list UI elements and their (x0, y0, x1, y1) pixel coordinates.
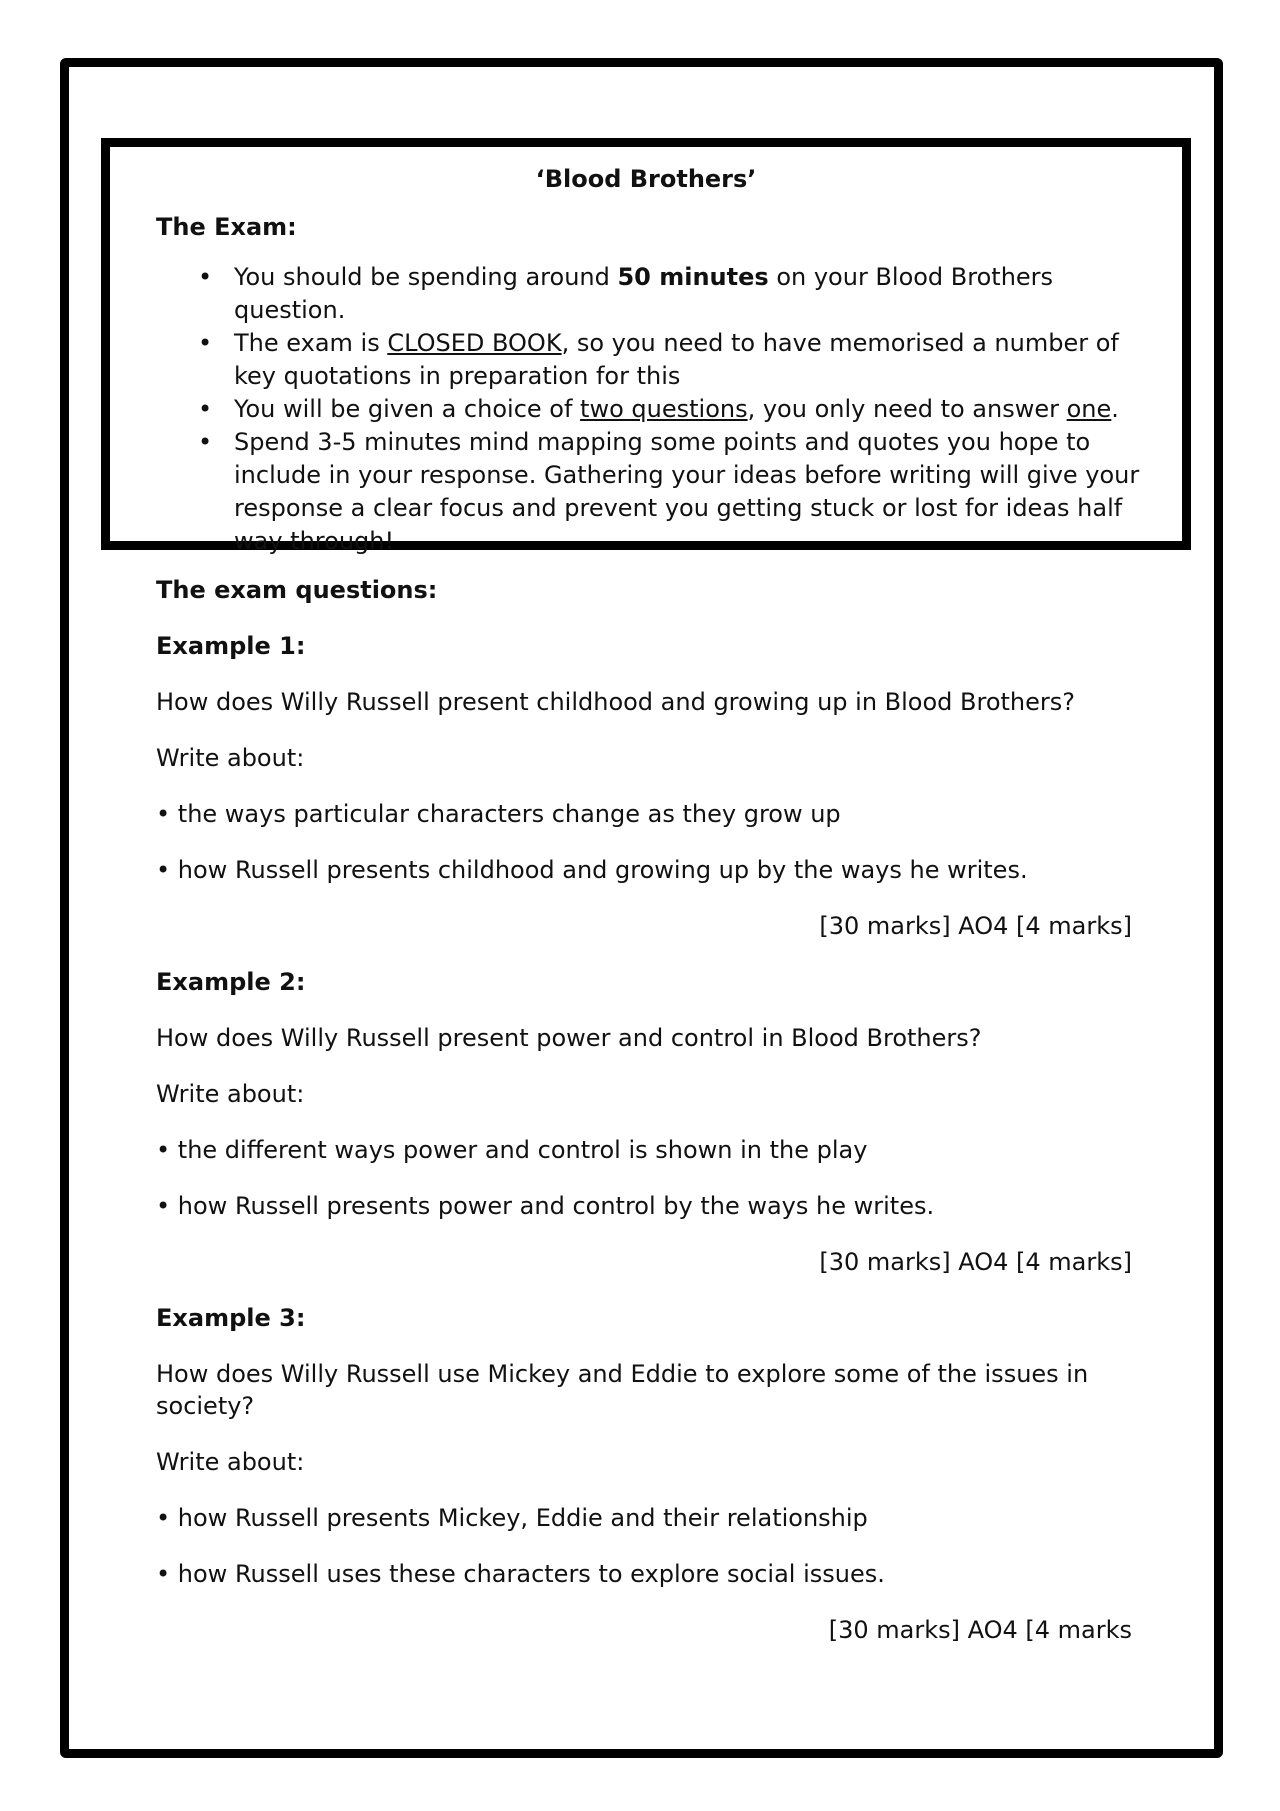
write-about-label: Write about: (156, 1448, 305, 1476)
example-3 (156, 1302, 1132, 1646)
exam-heading: The Exam: (156, 213, 297, 241)
list-item: • The exam is CLOSED BOOK, so you need to have memorised a number of key quotations in preparation for this (156, 327, 1156, 393)
write-about-point: • the different ways power and control is shown in the play (156, 1136, 868, 1164)
write-about-point: • how Russell presents childhood and growing up by the ways he writes. (156, 856, 1028, 884)
example-1 (156, 630, 1132, 942)
two-questions-emphasis: two questions (580, 395, 748, 423)
example-heading: Example 3: (156, 1304, 306, 1332)
time-emphasis: 50 minutes (617, 263, 769, 291)
list-item: • Spend 3-5 minutes mind mapping some points and quotes you hope to include in your response. Gathering your ideas before writing will give your response a clear focus and prevent you getting stuck or lost for ideas half way through! (156, 426, 1156, 558)
marks-label: [30 marks] AO4 [4 marks] (819, 1248, 1132, 1276)
exam-tips-list (156, 261, 1156, 558)
exam-info-box (101, 138, 1191, 555)
closed-book-emphasis: CLOSED BOOK (387, 329, 562, 357)
write-about-point: • how Russell presents power and control by the ways he writes. (156, 1192, 935, 1220)
questions-heading: The exam questions: (156, 576, 438, 604)
question-text: How does Willy Russell present childhood and growing up in Blood Brothers? (156, 688, 1076, 716)
exam-questions-section (156, 574, 1132, 1670)
list-item: • You should be spending around 50 minutes on your Blood Brothers question. (156, 261, 1156, 327)
list-item: • You will be given a choice of two questions, you only need to answer one. (156, 393, 1156, 426)
marks-label: [30 marks] AO4 [4 marks] (819, 912, 1132, 940)
write-about-label: Write about: (156, 1080, 305, 1108)
marks-label: [30 marks] AO4 [4 marks (828, 1616, 1132, 1644)
write-about-label: Write about: (156, 744, 305, 772)
write-about-point: • how Russell presents Mickey, Eddie and their relationship (156, 1504, 868, 1532)
question-text: How does Willy Russell use Mickey and Eddie to explore some of the issues in society? (156, 1360, 1089, 1420)
write-about-point: • the ways particular characters change as they grow up (156, 800, 841, 828)
one-emphasis: one (1066, 395, 1112, 423)
example-heading: Example 1: (156, 632, 306, 660)
example-heading: Example 2: (156, 968, 306, 996)
example-2 (156, 966, 1132, 1278)
document-title: ‘Blood Brothers’ (535, 165, 757, 193)
write-about-point: • how Russell uses these characters to explore social issues. (156, 1560, 885, 1588)
question-text: How does Willy Russell present power and control in Blood Brothers? (156, 1024, 982, 1052)
